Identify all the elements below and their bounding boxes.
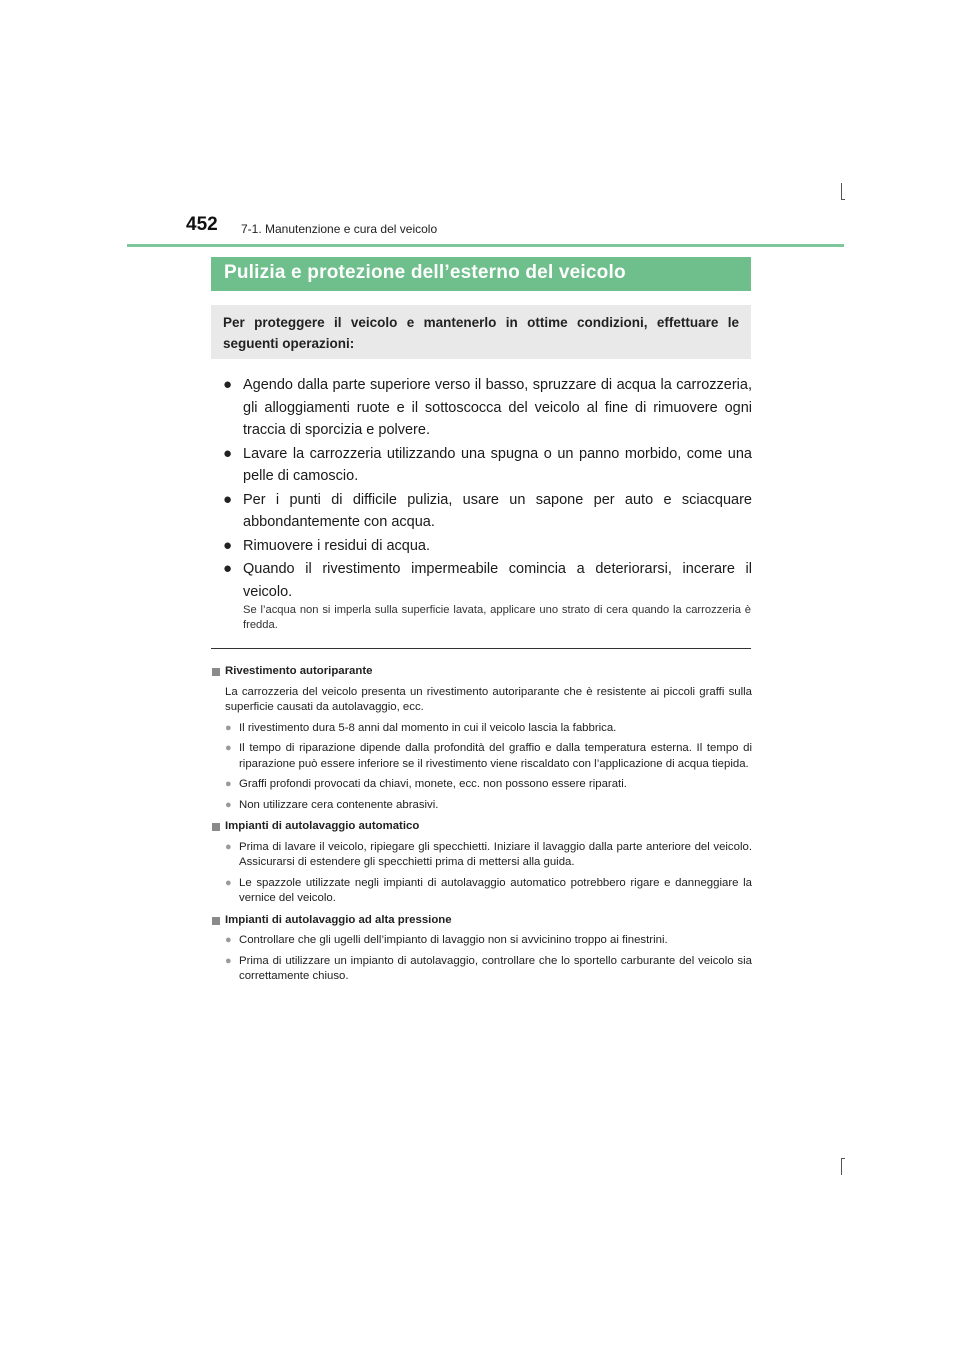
list-item: ● Lavare la carrozzeria utilizzando una spugna o un panno morbido, come una pelle di camoscio. <box>223 444 752 484</box>
note-heading: Rivestimento autoriparante <box>212 664 752 680</box>
square-bullet-icon <box>212 668 220 676</box>
chapter-title: 7-1. Manutenzione e cura del veicolo <box>241 222 438 236</box>
intro-box: Per proteggere il veicolo e mantenerlo in ottime condizioni, effettuare le seguenti operazioni: <box>211 305 751 359</box>
section-title: Pulizia e protezione dell’esterno del veicolo <box>211 257 751 291</box>
note-item: ● Le spazzole utilizzate negli impianti di autolavaggio automatico potrebbero rigare e danneggiare la vernice del veicolo. <box>225 876 752 904</box>
bullet-icon: ● <box>223 536 233 554</box>
note-heading: Impianti di autolavaggio automatico <box>212 819 752 835</box>
bullet-icon: ● <box>225 798 232 811</box>
square-bullet-icon <box>212 917 220 925</box>
main-bullet-list <box>222 374 752 604</box>
bullet-icon: ● <box>223 560 233 577</box>
crop-mark-bottom <box>841 1158 842 1175</box>
note-item: ● Controllare che gli ugelli dell’impianto di lavaggio non si avvicinino troppo ai finestrini. <box>212 933 752 949</box>
bullet-icon: ● <box>223 376 233 393</box>
bullet-icon: ● <box>225 742 232 754</box>
crop-mark-top <box>841 183 842 200</box>
note-heading: Impianti di autolavaggio ad alta pressione <box>212 913 752 929</box>
bullet-icon: ● <box>225 954 232 967</box>
note-paragraph: La carrozzeria del veicolo presenta un rivestimento autoriparante che è resistente ai piccoli graffi sulla superficie causati da autolavaggio, ecc. <box>225 685 752 713</box>
bullet-icon: ● <box>223 444 233 462</box>
wax-note: Se l’acqua non si imperla sulla superficie lavata, applicare uno strato di cera quando la carrozzeria è fredda. <box>243 604 751 631</box>
notes-area <box>212 658 752 985</box>
list-item: ● Per i punti di difficile pulizia, usare un sapone per auto e sciacquare abbondantemente con acqua. <box>223 490 752 530</box>
page-number: 452 <box>186 214 218 235</box>
list-item: ● Agendo dalla parte superiore verso il basso, spruzzare di acqua la carrozzeria, gli alloggiamenti ruote e il sottoscocca del veicolo al fine di rimuovere ogni traccia di sporcizia e polvere. <box>223 376 752 438</box>
bullet-icon: ● <box>225 721 232 734</box>
list-item: ● Rimuovere i residui di acqua. <box>222 535 752 558</box>
bullet-icon: ● <box>225 934 232 946</box>
bullet-icon: ● <box>225 840 232 853</box>
note-item: ● Prima di utilizzare un impianto di autolavaggio, controllare che lo sportello carburante del veicolo sia correttamente chiuso. <box>225 954 752 982</box>
bullet-icon: ● <box>225 876 232 889</box>
bullet-icon: ● <box>223 490 233 508</box>
note-item: ● Prima di lavare il veicolo, ripiegare gli specchietti. Iniziare il lavaggio dalla parte anteriore del veicolo. Assicurarsi di estendere gli specchietti prima di mettersi alla guida. <box>225 840 752 868</box>
list-item: ● Quando il rivestimento impermeabile comincia a deteriorarsi, incerare il veicolo. <box>223 560 752 600</box>
header-rule <box>127 244 844 247</box>
page-header <box>186 214 846 248</box>
section-divider <box>211 648 751 649</box>
note-item: ● Graffi profondi provocati da chiavi, monete, ecc. non possono essere riparati. <box>212 777 752 793</box>
note-item: ● Il rivestimento dura 5-8 anni dal momento in cui il veicolo lascia la fabbrica. <box>212 721 752 737</box>
note-item: ● Non utilizzare cera contenente abrasivi. <box>212 798 752 814</box>
square-bullet-icon <box>212 823 220 831</box>
bullet-icon: ● <box>225 778 232 790</box>
note-item: ● Il tempo di riparazione dipende dalla profondità del graffio e dalla temperatura esterna. Il tempo di riparazione può essere inferiore se il rivestimento viene riscaldato con l’applicazione di acqua tiepida. <box>225 742 752 770</box>
